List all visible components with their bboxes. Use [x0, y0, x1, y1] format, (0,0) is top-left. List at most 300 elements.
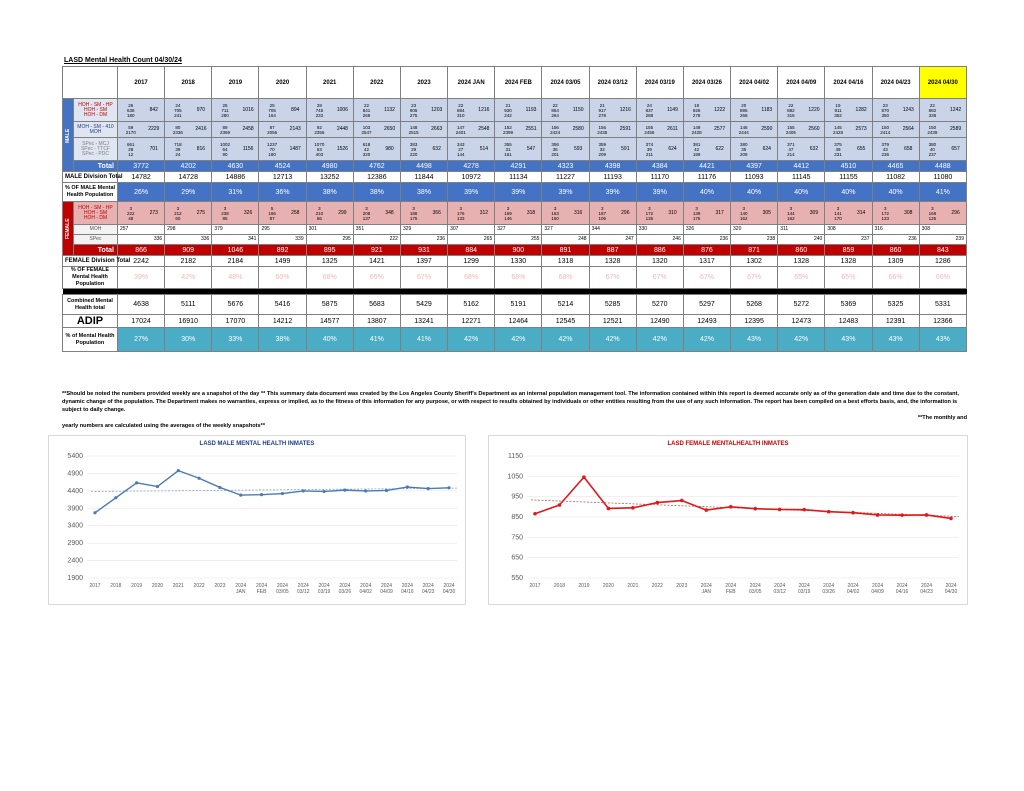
female-pct-row-cell: 68%: [448, 267, 495, 289]
category-name: MOH: [89, 128, 102, 135]
split-cell: [354, 122, 400, 137]
female-spec-cell: [731, 235, 778, 245]
male-total-cell: 4630: [212, 161, 259, 172]
female-pct-row-cell: 68%: [542, 267, 589, 289]
x-tick-label: 2024 03/19: [317, 583, 331, 595]
combined-row-cell: 5162: [448, 295, 495, 315]
male-group1-cell: [212, 99, 259, 122]
male-group2-cell: [589, 122, 636, 138]
male-pct-row-cell: 40%: [731, 183, 778, 202]
split-cell: [448, 138, 494, 160]
female-spec-cell: [306, 235, 353, 245]
female-spec-cell: [919, 235, 966, 245]
sub-value: 86: [316, 215, 322, 221]
mh-pct-row-cell: 38%: [259, 328, 306, 352]
category-name: SPec - MCJ: [82, 140, 109, 147]
sub-value: 2515: [408, 129, 419, 135]
split-cell: [354, 202, 400, 224]
split-cell: [495, 138, 541, 160]
mh-pct-row-cell: 30%: [165, 328, 212, 352]
sub-value: 275: [409, 112, 418, 118]
cell-value: 336: [153, 236, 163, 242]
female-division-row-cell: 2182: [165, 256, 212, 267]
group-sum: 2560: [808, 126, 820, 132]
split-cell: [778, 99, 824, 121]
sub-value: 745: [315, 107, 324, 113]
group-sum: 316: [574, 209, 583, 216]
female-division-row-cell: 1499: [259, 256, 306, 267]
data-point: [364, 489, 367, 492]
sub-value: 2056: [267, 129, 278, 135]
x-tick-label: 2023: [214, 583, 226, 589]
disclaimer-text: **Should be noted the numbers provided weekly are a snapshot of the day ** This summary data document was created by the Los Angeles County Sheriff's Department as an internal population management tool. The information contained within this report is deemed accurate only as of the generation date and time due to the constant, dynamic change of the population. The Department makes no warranties, express or implied, as to the fitness of this information for any purpose, or with respect to results obtained by individuals or other entities resulting from the use of any such information. The report has been compiled on a best efforts basis, and, the information is subject to daily change.: [62, 391, 959, 413]
male-group2-cell: [400, 122, 447, 138]
sub-value: 2336: [172, 129, 183, 135]
male-pct-row-cell: 41%: [919, 183, 966, 202]
split-cell: [401, 202, 447, 224]
column-header: 2019: [212, 67, 259, 99]
sub-value: 241: [174, 112, 182, 118]
mh-pct-row-cell: 42%: [683, 328, 730, 352]
female-division-row-cell: 2242: [118, 256, 165, 267]
combined-row-cell: 5268: [731, 295, 778, 315]
y-tick-label: 4900: [67, 470, 83, 478]
y-tick-label: 2400: [67, 557, 83, 565]
sub-value: 5: [270, 205, 274, 211]
adip-row-label: ADIP: [63, 315, 118, 328]
group-sum: 1016: [242, 106, 254, 113]
sub-value: 135: [645, 215, 654, 221]
x-tick-label: 2024 03/05: [748, 583, 762, 595]
sub-values: [448, 202, 473, 224]
sub-value: 152: [504, 124, 512, 130]
cell-value: 330: [638, 226, 648, 232]
sub-values: [165, 202, 190, 224]
x-tick-label: 2024 JAN: [700, 583, 712, 595]
male-division-row-cell: 11844: [400, 172, 447, 183]
sub-value: 150: [928, 124, 937, 130]
sub-values: [542, 122, 567, 137]
male-group2-cell: [118, 122, 165, 138]
sub-value: 172: [881, 210, 889, 216]
sub-value: 149: [692, 124, 701, 130]
group-sum: 547: [526, 145, 536, 152]
split-cell: [590, 138, 636, 160]
data-point: [218, 486, 221, 489]
data-point: [607, 507, 611, 511]
sub-values: [118, 202, 143, 224]
sub-value: 42: [363, 146, 369, 152]
split-cell: [401, 99, 447, 121]
sub-values: [542, 99, 567, 121]
split-cell: [590, 99, 636, 121]
group-sum: 305: [762, 209, 771, 216]
column-header: 2024 FEB: [495, 67, 542, 99]
male-vertical-label: MALE: [63, 99, 74, 172]
group-sum: 348: [385, 209, 394, 216]
sub-value: 661: [126, 141, 135, 147]
sub-values: [307, 202, 332, 224]
cell-value: 257: [120, 226, 129, 232]
sub-value: 172: [645, 210, 654, 216]
male-total-cell: 4524: [259, 161, 306, 172]
male-group3-cell: [118, 138, 165, 161]
x-tick-label: 2017: [89, 583, 101, 589]
male-category-label: [74, 99, 118, 122]
data-point: [533, 512, 537, 516]
category-name: HOH - SM: [83, 209, 108, 216]
sub-value: 162: [787, 215, 795, 221]
sub-values: [354, 99, 379, 121]
male-pct-row-cell: 36%: [259, 183, 306, 202]
sub-value: 19: [835, 102, 841, 108]
adip-row-cell: 12391: [872, 315, 919, 328]
x-tick-label: 2024 04/23: [920, 583, 933, 595]
data-point: [447, 486, 450, 489]
sub-value: 236: [881, 151, 889, 157]
sub-value: 371: [787, 141, 795, 147]
column-header: 2024 JAN: [448, 67, 495, 99]
sub-value: 2428: [833, 129, 844, 135]
data-point: [558, 503, 562, 507]
cell-value: 240: [814, 236, 823, 242]
sub-value: 374: [645, 141, 654, 147]
sub-value: 882: [928, 107, 937, 113]
data-point: [198, 477, 201, 480]
sub-value: 188: [409, 210, 418, 216]
sub-values: [684, 122, 709, 137]
cell-value: 295: [342, 236, 351, 242]
disclaimer-note: [62, 390, 967, 430]
sub-values: [637, 202, 662, 224]
data-point: [704, 508, 708, 512]
category-name: MOH - SM - 410: [77, 123, 114, 130]
group-sum: 624: [668, 145, 677, 152]
male-total-label: Total: [74, 161, 118, 172]
female-group1-cell: [683, 202, 730, 225]
sub-value: 147: [457, 124, 465, 130]
female-group1-row: [63, 202, 967, 225]
female-group1-cell: [353, 202, 400, 225]
split-cell: [165, 138, 211, 160]
male-division-row-cell: 14728: [165, 172, 212, 183]
category-name: HOH - SM: [83, 106, 108, 113]
female-moh-cell: [731, 225, 778, 235]
sub-values: [118, 122, 143, 137]
sub-values: [684, 138, 709, 160]
sub-values: [778, 99, 803, 121]
series-line: [95, 471, 449, 513]
sub-values: [259, 202, 284, 224]
sub-values: [637, 138, 662, 160]
y-tick-label: 2900: [67, 540, 83, 548]
male-group3-cell: [731, 138, 778, 161]
sub-values: [731, 138, 756, 160]
sub-value: 350: [881, 112, 889, 118]
y-tick-label: 3900: [67, 505, 83, 513]
female-moh-cell: [636, 225, 683, 235]
data-point: [260, 493, 263, 496]
x-tick-label: 2021: [172, 583, 184, 589]
cell-value: 248: [578, 236, 587, 242]
male-division-row-cell: 11193: [589, 172, 636, 183]
male-chart: [48, 435, 466, 605]
male-division-row-cell: 11155: [825, 172, 872, 183]
male-division-row-cell: 11080: [919, 172, 966, 183]
female-total-cell: 859: [825, 245, 872, 256]
female-total-cell: 871: [731, 245, 778, 256]
sub-value: 148: [409, 124, 418, 130]
female-spec-cell: [589, 235, 636, 245]
sub-value: 39: [646, 146, 652, 152]
sub-value: 356: [551, 141, 559, 147]
female-total-cell: 931: [400, 245, 447, 256]
female-moh-cell: [448, 225, 495, 235]
sub-value: 2439: [927, 129, 938, 135]
mh-pct-row-cell: 43%: [731, 328, 778, 352]
data-point: [93, 511, 96, 514]
cell-value: 239: [955, 236, 964, 242]
mh-pct-row-cell: 43%: [825, 328, 872, 352]
female-vertical-label: FEMALE: [63, 202, 74, 256]
mental-health-table: [62, 66, 967, 352]
split-cell: [873, 138, 919, 160]
female-spec-cell: [259, 235, 306, 245]
female-pct-row-cell: 65%: [825, 267, 872, 289]
male-chart-title: LASD MALE MENTAL HEALTH INMATES: [199, 441, 315, 447]
group-sum: 632: [432, 145, 441, 152]
male-group3-cell: [919, 138, 966, 161]
x-tick-label: 2024 03/12: [773, 583, 786, 595]
split-cell: [118, 122, 164, 137]
split-cell: [307, 122, 353, 137]
split-cell: [637, 122, 683, 137]
male-group3-cell: [212, 138, 259, 161]
sub-values: [118, 99, 143, 121]
group-sum: 317: [715, 209, 724, 216]
split-cell: [212, 138, 258, 160]
female-pct-row-cell: 66%: [872, 267, 919, 289]
sub-values: [590, 202, 615, 224]
sub-value: 2405: [785, 129, 796, 135]
male-total-cell: 3772: [118, 161, 165, 172]
female-total-cell: 892: [259, 245, 306, 256]
female-division-row: [63, 256, 967, 267]
column-header: 2024 04/02: [731, 67, 778, 99]
male-group1-cell: [306, 99, 353, 122]
x-tick-label: 2024 04/02: [359, 583, 372, 595]
sub-values: [825, 99, 850, 121]
sub-value: 22: [788, 102, 794, 108]
male-group1-cell: [118, 99, 165, 122]
female-total-cell: 876: [683, 245, 730, 256]
female-group1-cell: [212, 202, 259, 225]
split-cell: [354, 99, 400, 121]
split-cell: [212, 99, 258, 121]
sub-value: 403: [315, 151, 324, 157]
adip-row-cell: 12366: [919, 315, 966, 328]
sub-value: 238: [221, 210, 229, 216]
group-sum: 1222: [714, 106, 726, 113]
male-total-cell: 4202: [165, 161, 212, 172]
category-name: SPec - TTCF: [80, 145, 111, 152]
sub-value: 2356: [314, 129, 325, 135]
x-tick-label: 2022: [651, 583, 663, 589]
combined-row-cell: 5676: [212, 295, 259, 315]
female-division-row-cell: 1299: [448, 256, 495, 267]
group-sum: 312: [479, 209, 489, 216]
header-blank: [63, 67, 118, 99]
cell-value: 341: [248, 236, 257, 242]
group-sum: 657: [951, 145, 960, 152]
sub-value: 841: [362, 107, 371, 113]
combined-row-cell: 5285: [589, 295, 636, 315]
sub-value: 269: [362, 112, 371, 118]
sub-value: 352: [834, 112, 842, 118]
x-tick-label: 2024 04/16: [401, 583, 414, 595]
sub-value: 150: [881, 124, 889, 130]
combined-row-cell: 5369: [825, 295, 872, 315]
sub-values: [778, 202, 803, 224]
group-sum: 655: [856, 145, 866, 152]
combined-row: [63, 295, 967, 315]
group-sum: 275: [196, 209, 206, 216]
male-division-row-cell: 10972: [448, 172, 495, 183]
x-tick-label: 2021: [627, 583, 639, 589]
group-sum: 2663: [431, 126, 443, 132]
female-moh-row: [63, 225, 967, 235]
sub-value: 3: [648, 205, 651, 211]
sub-value: 917: [598, 107, 607, 113]
sub-values: [212, 99, 237, 121]
sub-value: 3: [553, 205, 557, 211]
group-sum: 1242: [950, 106, 962, 113]
male-division-row-cell: 12713: [259, 172, 306, 183]
split-cell: [920, 202, 966, 224]
male-pct-row-cell: 40%: [872, 183, 919, 202]
split-cell: [259, 122, 305, 137]
sub-values: [165, 99, 190, 121]
sub-value: 718: [174, 141, 182, 147]
male-division-row-cell: 11176: [683, 172, 730, 183]
sub-value: 288: [645, 112, 654, 118]
combined-row-cell: 5272: [778, 295, 825, 315]
male-category-label: [74, 122, 118, 138]
group-sum: 1526: [336, 145, 348, 152]
cell-value: 320: [733, 226, 742, 232]
female-group1-cell: [118, 202, 165, 225]
split-cell: [448, 122, 494, 137]
data-point: [427, 487, 430, 490]
cell-value: 222: [389, 236, 398, 242]
female-moh-cell: [542, 225, 589, 235]
group-sum: 1487: [289, 145, 301, 152]
split-cell: [307, 138, 353, 160]
female-pct-row-cell: 67%: [636, 267, 683, 289]
male-group3-row: [63, 138, 967, 161]
sub-value: 280: [221, 112, 229, 118]
group-sum: 309: [809, 209, 819, 216]
female-total-cell: 900: [495, 245, 542, 256]
female-total-cell: 909: [165, 245, 212, 256]
column-header: 2024 03/26: [683, 67, 730, 99]
group-sum: 314: [856, 209, 866, 216]
adip-row-cell: 12545: [542, 315, 589, 328]
sub-value: 3: [836, 205, 840, 211]
male-total-cell: 4412: [778, 161, 825, 172]
y-tick-label: 950: [511, 493, 523, 501]
split-cell: [165, 99, 211, 121]
female-pct-row-cell: 48%: [212, 267, 259, 289]
sub-values: [118, 138, 143, 160]
sub-value: 359: [598, 141, 607, 147]
data-point: [631, 506, 635, 510]
female-moh-cell: [212, 225, 259, 235]
sub-values: [401, 202, 426, 224]
combined-row-cell: 5416: [259, 295, 306, 315]
sub-value: 1070: [314, 141, 325, 147]
y-tick-label: 1050: [507, 473, 523, 481]
sub-values: [354, 202, 379, 224]
male-group1-cell: [683, 99, 730, 122]
column-header: 2024 03/19: [636, 67, 683, 99]
sub-values: [873, 202, 898, 224]
sub-value: 3: [931, 205, 934, 211]
split-cell: [637, 202, 683, 224]
male-division-row-cell: 11145: [778, 172, 825, 183]
sub-value: 211: [645, 151, 653, 157]
sub-value: 22: [363, 102, 369, 108]
sub-value: 24: [646, 102, 652, 108]
sub-values: [873, 99, 898, 121]
split-cell: [873, 122, 919, 137]
sub-value: 22: [552, 102, 558, 108]
sub-values: [637, 122, 662, 137]
data-point: [343, 489, 346, 492]
group-sum: 2591: [619, 126, 631, 132]
sub-value: 92: [316, 124, 322, 130]
sub-value: 380: [928, 141, 937, 147]
male-group1-cell: [448, 99, 495, 122]
female-division-row-cell: 1330: [495, 256, 542, 267]
male-group1-row: [63, 99, 967, 122]
split-cell: [165, 202, 211, 224]
x-tick-label: 2018: [553, 583, 566, 589]
group-sum: 1282: [855, 106, 867, 113]
group-sum: 2229: [148, 126, 160, 132]
sub-value: 3: [789, 205, 793, 211]
female-category-label: [74, 202, 118, 225]
split-cell: [448, 99, 494, 121]
male-pct-row-cell: 26%: [118, 183, 165, 202]
sub-value: 2428: [691, 129, 702, 135]
adip-row-cell: 12464: [495, 315, 542, 328]
female-pct-row-cell: 67%: [589, 267, 636, 289]
split-cell: [684, 202, 730, 224]
male-division-row-cell: 14782: [118, 172, 165, 183]
data-point: [802, 508, 806, 512]
cell-value: 237: [861, 236, 870, 242]
sub-values: [920, 99, 946, 121]
sub-value: 882: [787, 107, 795, 113]
split-cell: [778, 202, 824, 224]
sub-values: [920, 122, 946, 137]
male-group1-cell: [400, 99, 447, 122]
sub-value: 2399: [502, 129, 513, 135]
female-pct-row: [63, 267, 967, 289]
female-chart-title: LASD FEMALE MENTALHEALTH INMATES: [667, 441, 789, 447]
sub-value: 25: [222, 102, 228, 108]
